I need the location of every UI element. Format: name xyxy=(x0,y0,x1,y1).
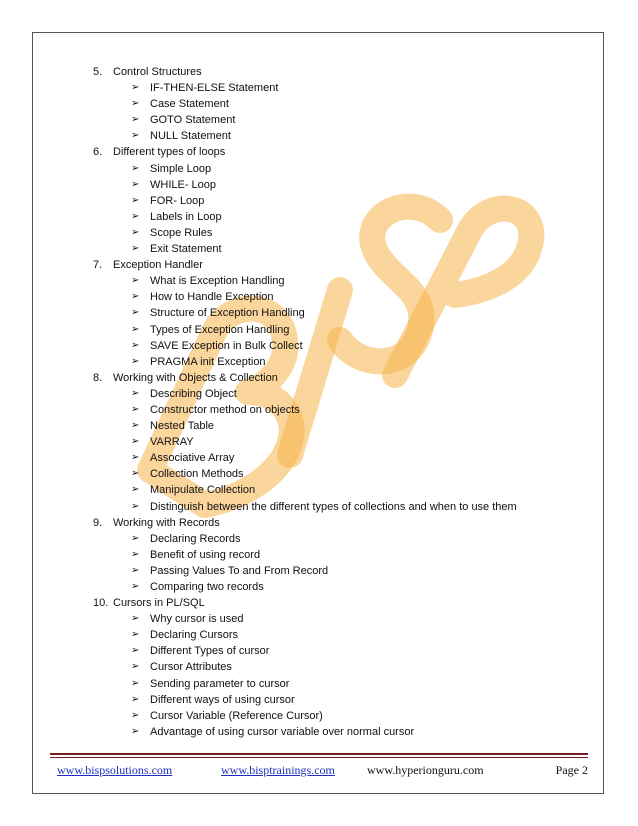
list-item-text: Exit Statement xyxy=(150,243,222,256)
list-item xyxy=(93,112,573,128)
list-item xyxy=(93,579,573,595)
outline-section xyxy=(93,515,573,595)
list-item-text: Different Types of cursor xyxy=(150,645,270,658)
list-item-text: Cursor Attributes xyxy=(150,661,232,674)
list-item xyxy=(93,434,573,450)
list-item xyxy=(93,354,573,370)
list-item xyxy=(93,466,573,482)
list-item xyxy=(93,209,573,225)
section-heading xyxy=(93,64,573,80)
arrow-bullet-icon: ➢ xyxy=(131,114,140,126)
list-item xyxy=(93,708,573,724)
list-item-text: Sending parameter to cursor xyxy=(150,677,290,690)
list-item-text: Declaring Records xyxy=(150,532,241,545)
footer-rule-thick xyxy=(50,753,588,755)
outline-section xyxy=(93,257,573,370)
footer-link-bisptrainings[interactable]: www.bisptrainings.com xyxy=(221,763,335,777)
arrow-bullet-icon: ➢ xyxy=(131,661,140,673)
arrow-bullet-icon: ➢ xyxy=(131,725,140,737)
list-item-text: Associative Array xyxy=(150,452,235,465)
outline-section xyxy=(93,64,573,144)
list-item-text: SAVE Exception in Bulk Collect xyxy=(150,339,303,352)
list-item-text: How to Handle Exception xyxy=(150,291,274,304)
arrow-bullet-icon: ➢ xyxy=(131,194,140,206)
list-item xyxy=(93,611,573,627)
section-title: Exception Handler xyxy=(113,259,203,272)
footer-link-bispsolutions[interactable]: www.bispsolutions.com xyxy=(57,763,173,777)
list-item-text: Nested Table xyxy=(150,420,215,433)
arrow-bullet-icon: ➢ xyxy=(131,677,140,689)
arrow-bullet-icon: ➢ xyxy=(131,178,140,190)
list-item xyxy=(93,676,573,692)
section-heading xyxy=(93,515,573,531)
list-item-text: Structure of Exception Handling xyxy=(150,307,305,320)
arrow-bullet-icon: ➢ xyxy=(131,403,140,415)
section-number: 9. xyxy=(93,516,103,529)
list-item xyxy=(93,659,573,675)
list-item-text: VARRAY xyxy=(150,436,194,449)
list-item-text: FOR- Loop xyxy=(150,194,205,207)
section-number: 7. xyxy=(93,259,103,272)
list-item xyxy=(93,547,573,563)
arrow-bullet-icon: ➢ xyxy=(131,243,140,255)
list-item-text: Case Statement xyxy=(150,98,229,111)
arrow-bullet-icon: ➢ xyxy=(131,162,140,174)
list-item-text: What is Exception Handling xyxy=(150,275,285,288)
section-title: Working with Records xyxy=(113,516,220,529)
outline-section xyxy=(93,370,573,515)
list-item-text: Why cursor is used xyxy=(150,613,244,626)
list-item-text: GOTO Statement xyxy=(150,114,236,127)
course-outline xyxy=(93,64,573,740)
arrow-bullet-icon: ➢ xyxy=(131,436,140,448)
list-item-text: Scope Rules xyxy=(150,226,213,239)
list-item-text: NULL Statement xyxy=(150,130,231,143)
section-number: 10. xyxy=(93,597,109,610)
arrow-bullet-icon: ➢ xyxy=(131,387,140,399)
section-items xyxy=(93,273,573,370)
list-item xyxy=(93,305,573,321)
list-item xyxy=(93,96,573,112)
arrow-bullet-icon: ➢ xyxy=(131,532,140,544)
footer-site-hyperionguru: www.hyperionguru.com xyxy=(367,763,484,777)
list-item xyxy=(93,692,573,708)
section-heading xyxy=(93,257,573,273)
arrow-bullet-icon: ➢ xyxy=(131,82,140,94)
list-item xyxy=(93,531,573,547)
list-item xyxy=(93,482,573,498)
arrow-bullet-icon: ➢ xyxy=(131,420,140,432)
list-item-text: IF-THEN-ELSE Statement xyxy=(150,82,279,95)
list-item-text: PRAGMA init Exception xyxy=(150,355,266,368)
list-item-text: Describing Object xyxy=(150,387,237,400)
list-item-text: Benefit of using record xyxy=(150,548,261,561)
arrow-bullet-icon: ➢ xyxy=(131,693,140,705)
list-item-text: Advantage of using cursor variable over normal cursor xyxy=(150,725,415,738)
section-number: 6. xyxy=(93,146,103,159)
section-heading xyxy=(93,144,573,160)
list-item xyxy=(93,161,573,177)
arrow-bullet-icon: ➢ xyxy=(131,339,140,351)
arrow-bullet-icon: ➢ xyxy=(131,548,140,560)
page-number: Page 2 xyxy=(555,763,588,777)
section-items xyxy=(93,611,573,740)
list-item xyxy=(93,289,573,305)
list-item-text: Cursor Variable (Reference Cursor) xyxy=(150,709,323,722)
list-item-text: Constructor method on objects xyxy=(150,403,300,416)
section-number: 8. xyxy=(93,371,103,384)
list-item xyxy=(93,193,573,209)
section-title: Different types of loops xyxy=(113,146,226,159)
list-item xyxy=(93,225,573,241)
list-item xyxy=(93,643,573,659)
list-item-text: Collection Methods xyxy=(150,468,244,481)
list-item-text: Manipulate Collection xyxy=(150,484,256,497)
arrow-bullet-icon: ➢ xyxy=(131,645,140,657)
list-item-text: Types of Exception Handling xyxy=(150,323,290,336)
section-items xyxy=(93,161,573,258)
arrow-bullet-icon: ➢ xyxy=(131,581,140,592)
section-title: Cursors in PL/SQL xyxy=(113,597,205,610)
list-item xyxy=(93,273,573,289)
section-title: Control Structures xyxy=(113,66,202,78)
arrow-bullet-icon: ➢ xyxy=(131,355,140,367)
list-item-text: Different ways of using cursor xyxy=(150,693,295,706)
section-items xyxy=(93,531,573,595)
outline-section xyxy=(93,144,573,257)
arrow-bullet-icon: ➢ xyxy=(131,307,140,319)
list-item xyxy=(93,386,573,402)
list-item xyxy=(93,177,573,193)
arrow-bullet-icon: ➢ xyxy=(131,323,140,335)
list-item xyxy=(93,563,573,579)
arrow-bullet-icon: ➢ xyxy=(131,709,140,721)
section-title: Working with Objects & Collection xyxy=(113,371,278,384)
arrow-bullet-icon: ➢ xyxy=(131,130,140,142)
arrow-bullet-icon: ➢ xyxy=(131,484,140,496)
section-items xyxy=(93,386,573,515)
list-item xyxy=(93,338,573,354)
list-item-text: Labels in Loop xyxy=(150,210,222,223)
arrow-bullet-icon: ➢ xyxy=(131,500,140,512)
list-item xyxy=(93,418,573,434)
list-item-text: Simple Loop xyxy=(150,162,212,175)
outline-section xyxy=(93,595,573,740)
arrow-bullet-icon: ➢ xyxy=(131,613,140,625)
list-item-text: Comparing two records xyxy=(150,581,264,593)
list-item xyxy=(93,450,573,466)
list-item xyxy=(93,128,573,144)
arrow-bullet-icon: ➢ xyxy=(131,468,140,480)
list-item xyxy=(93,80,573,96)
list-item xyxy=(93,627,573,643)
footer xyxy=(57,763,588,779)
list-item-text: WHILE- Loop xyxy=(150,178,217,191)
list-item xyxy=(93,499,573,515)
section-items xyxy=(93,80,573,144)
arrow-bullet-icon: ➢ xyxy=(131,210,140,222)
arrow-bullet-icon: ➢ xyxy=(131,291,140,303)
list-item-text: Distinguish between the different types of collections and when to use them xyxy=(150,500,517,513)
section-number: 5. xyxy=(93,66,103,78)
footer-rule-thin xyxy=(50,757,588,758)
arrow-bullet-icon: ➢ xyxy=(131,452,140,464)
list-item xyxy=(93,724,573,740)
arrow-bullet-icon: ➢ xyxy=(131,629,140,641)
section-heading xyxy=(93,370,573,386)
list-item xyxy=(93,322,573,338)
section-heading xyxy=(93,595,573,611)
arrow-bullet-icon: ➢ xyxy=(131,564,140,576)
list-item xyxy=(93,241,573,257)
list-item-text: Declaring Cursors xyxy=(150,629,239,642)
arrow-bullet-icon: ➢ xyxy=(131,226,140,238)
arrow-bullet-icon: ➢ xyxy=(131,98,140,110)
arrow-bullet-icon: ➢ xyxy=(131,275,140,287)
list-item xyxy=(93,402,573,418)
list-item-text: Passing Values To and From Record xyxy=(150,564,329,577)
